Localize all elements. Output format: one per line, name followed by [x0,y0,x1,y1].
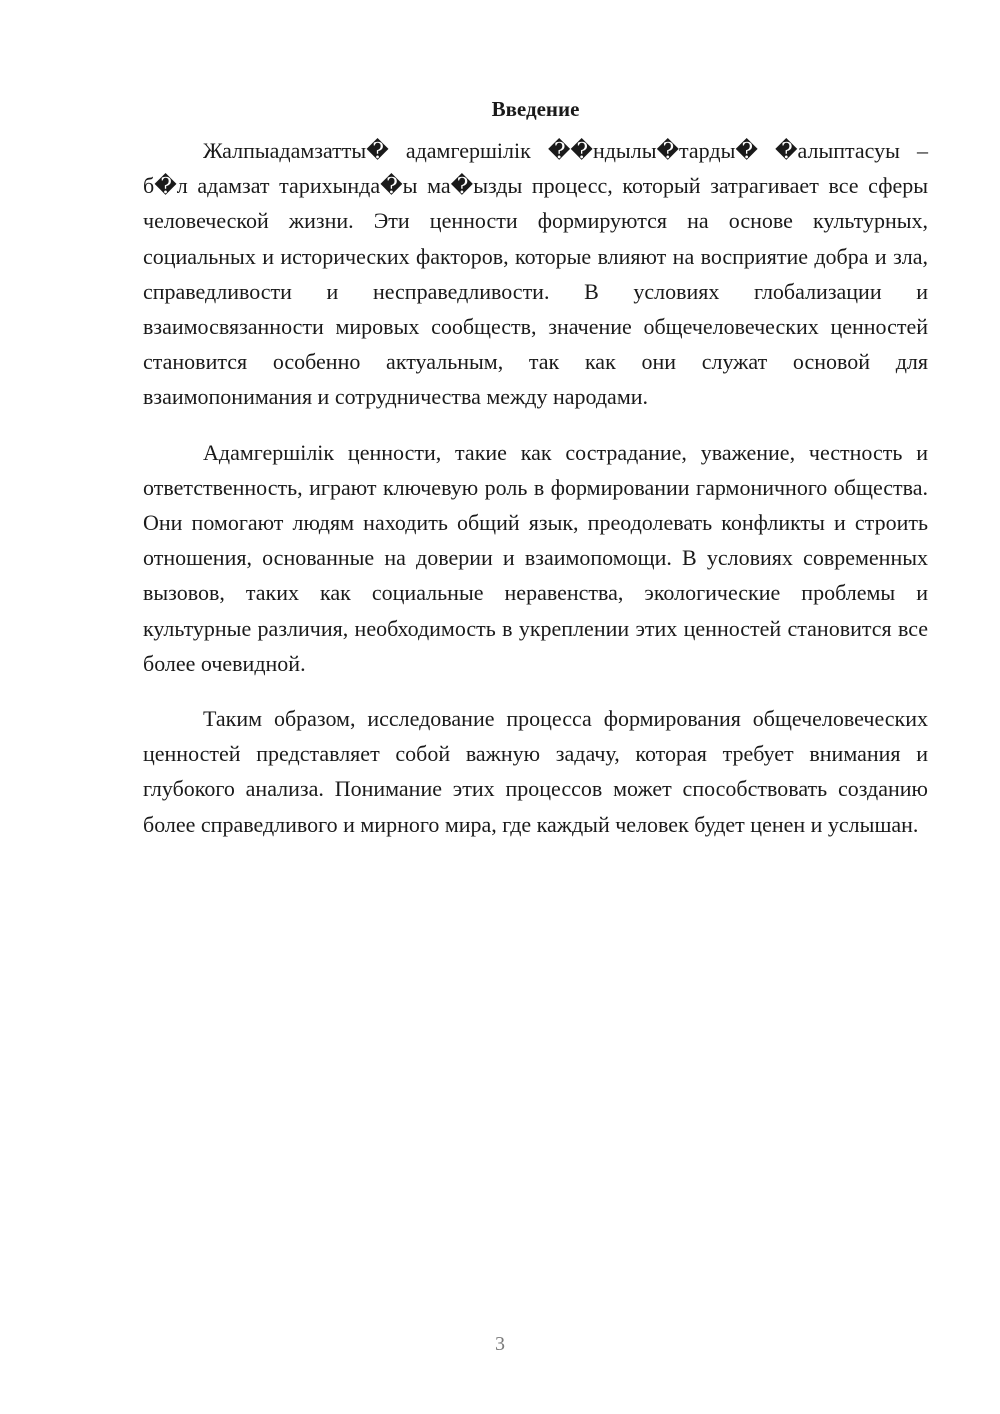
page-content [143,92,928,862]
paragraph-1: Жалпыадамзатты� адамгершілік ��ндылы�тарды� �алыптасуы – б�л адамзат тарихында�ы ма�ызды процесс, который затрагивает все сферы человеческой жизни. Эти ценности формируются на основе культурных, социальных и исторических факторов, которые влияют на восприятие добра и зла, справедливости и несправедливости. В условиях глобализации и взаимосвязанности мировых сообществ, значение общечеловеческих ценностей становится особенно актуальным, так как они служат основой для взаимопонимания и сотрудничества между народами. [143,138,928,410]
section-title: Введение [491,97,580,121]
paragraph-2: Адамгершілік ценности, такие как сострадание, уважение, честность и ответственность, играют ключевую роль в формировании гармоничного общества. Они помогают людям находить общий язык, преодолевать конфликты и строить отношения, основанные на доверии и взаимопомощи. В условиях современных вызовов, таких как социальные неравенства, экологические проблемы и культурные различия, необходимость в укреплении этих ценностей становится все более очевидной. [143,439,928,676]
paragraph-3: Таким образом, исследование процесса формирования общечеловеческих ценностей представляет собой важную задачу, которая требует внимания и глубокого анализа. Понимание этих процессов может способствовать созданию более справедливого и мирного мира, где каждый человек будет ценен и услышан. [143,706,928,837]
page-number: 3 [495,1333,505,1355]
